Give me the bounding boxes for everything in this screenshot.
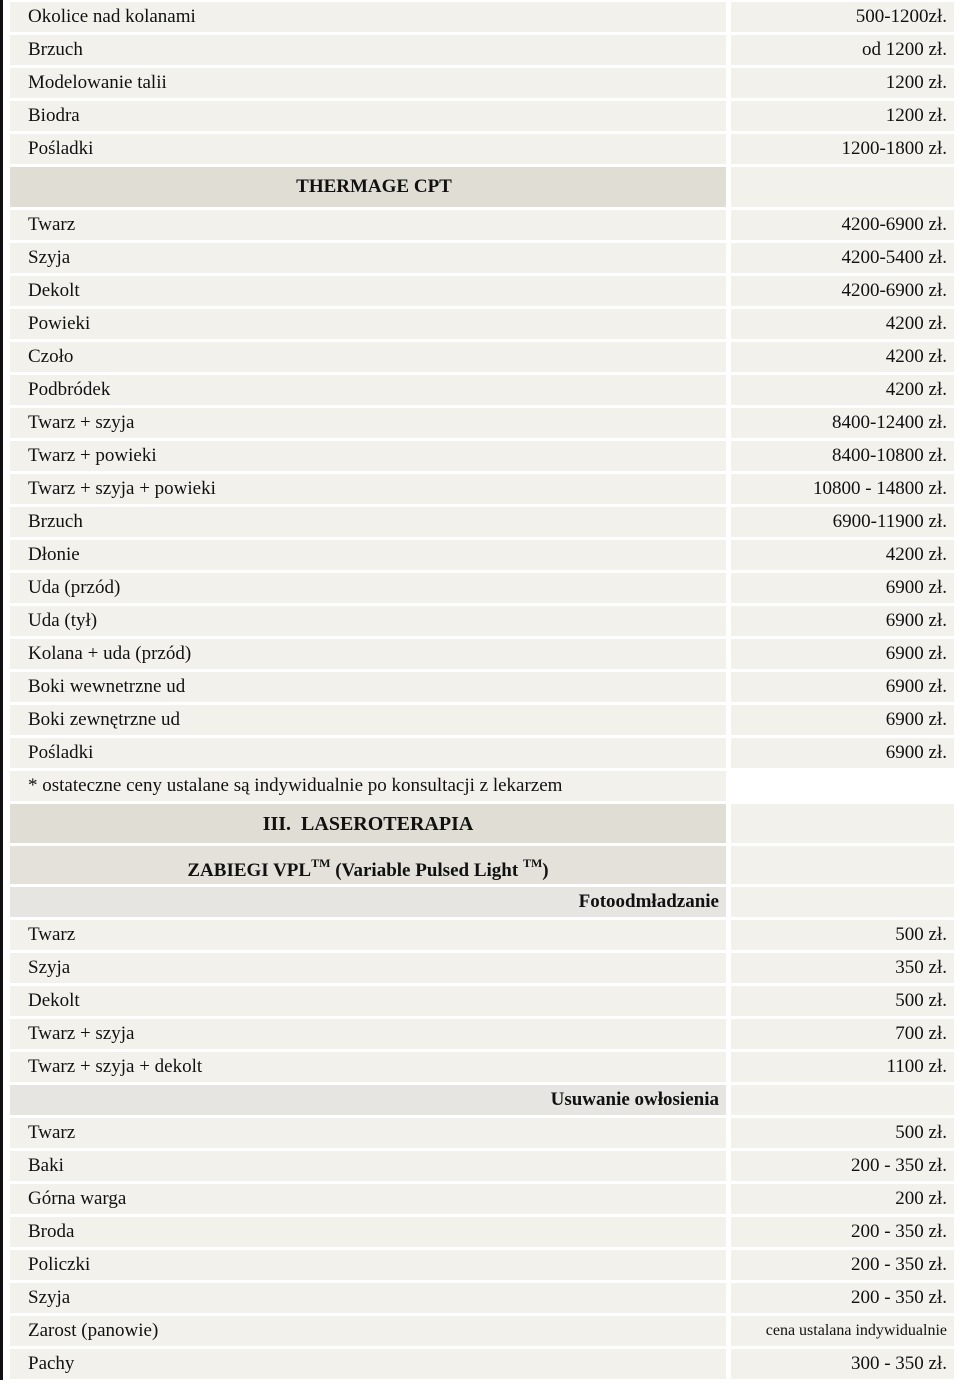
price-cell bbox=[731, 887, 954, 917]
treatment-name: Pachy bbox=[10, 1349, 726, 1379]
treatment-name: Górna warga bbox=[10, 1184, 726, 1214]
price-cell: 4200 zł. bbox=[731, 540, 954, 570]
subsection-title bbox=[0, 844, 960, 885]
treatment-name: Dłonie bbox=[10, 540, 726, 570]
price-cell: 4200-6900 zł. bbox=[731, 210, 954, 240]
treatment-name: Twarz bbox=[10, 1118, 726, 1148]
price-cell: 1200-1800 zł. bbox=[731, 134, 954, 164]
price-cell: 8400-10800 zł. bbox=[731, 441, 954, 471]
price-row bbox=[0, 505, 960, 538]
price-row bbox=[0, 1314, 960, 1347]
price-row bbox=[0, 1017, 960, 1050]
treatment-name: Twarz + powieki bbox=[10, 441, 726, 471]
treatment-name: Twarz bbox=[10, 210, 726, 240]
price-cell: 350 zł. bbox=[731, 953, 954, 983]
price-cell: 4200-5400 zł. bbox=[731, 243, 954, 273]
price-cell: 700 zł. bbox=[731, 1019, 954, 1049]
price-cell: 200 - 350 zł. bbox=[731, 1250, 954, 1280]
price-cell: 500-1200zł. bbox=[731, 2, 954, 32]
price-cell: 1100 zł. bbox=[731, 1052, 954, 1082]
price-cell: 500 zł. bbox=[731, 986, 954, 1016]
price-row bbox=[0, 670, 960, 703]
price-row bbox=[0, 951, 960, 984]
row-label: III. LASEROTERAPIA bbox=[10, 804, 726, 843]
price-cell: 4200 zł. bbox=[731, 342, 954, 372]
treatment-name: Twarz bbox=[10, 920, 726, 950]
price-cell: 6900 zł. bbox=[731, 639, 954, 669]
price-row bbox=[0, 33, 960, 66]
price-cell: 200 - 350 zł. bbox=[731, 1283, 954, 1313]
price-cell: 10800 - 14800 zł. bbox=[731, 474, 954, 504]
category-header bbox=[0, 885, 960, 918]
treatment-name: Powieki bbox=[10, 309, 726, 339]
treatment-name: Podbródek bbox=[10, 375, 726, 405]
price-row bbox=[0, 604, 960, 637]
price-row bbox=[0, 918, 960, 951]
price-cell: 6900 zł. bbox=[731, 606, 954, 636]
treatment-name: Szyja bbox=[10, 1283, 726, 1313]
price-row bbox=[0, 472, 960, 505]
price-cell: 200 - 350 zł. bbox=[731, 1151, 954, 1181]
row-label: THERMAGE CPT bbox=[10, 167, 726, 207]
price-cell bbox=[731, 1085, 954, 1115]
price-cell: 6900 zł. bbox=[731, 705, 954, 735]
price-row bbox=[0, 1248, 960, 1281]
section-title bbox=[0, 802, 960, 844]
treatment-name: Twarz + szyja bbox=[10, 408, 726, 438]
treatment-name: Broda bbox=[10, 1217, 726, 1247]
treatment-name: Szyja bbox=[10, 243, 726, 273]
treatment-name: Biodra bbox=[10, 101, 726, 131]
price-row bbox=[0, 241, 960, 274]
price-row bbox=[0, 439, 960, 472]
price-row bbox=[0, 571, 960, 604]
section-header bbox=[0, 165, 960, 208]
price-cell: 6900 zł. bbox=[731, 573, 954, 603]
price-cell: 6900-11900 zł. bbox=[731, 507, 954, 537]
treatment-name: Policzki bbox=[10, 1250, 726, 1280]
price-row bbox=[0, 637, 960, 670]
price-row bbox=[0, 406, 960, 439]
price-row bbox=[0, 1281, 960, 1314]
row-label: ZABIEGI VPL™ (Variable Pulsed Light ™) bbox=[10, 846, 726, 884]
treatment-name: Pośladki bbox=[10, 134, 726, 164]
price-row bbox=[0, 340, 960, 373]
price-cell: 500 zł. bbox=[731, 1118, 954, 1148]
price-cell: 4200-6900 zł. bbox=[731, 276, 954, 306]
price-cell: 8400-12400 zł. bbox=[731, 408, 954, 438]
price-row bbox=[0, 307, 960, 340]
price-row bbox=[0, 373, 960, 406]
price-row bbox=[0, 66, 960, 99]
treatment-name: Okolice nad kolanami bbox=[10, 2, 726, 32]
treatment-name: Dekolt bbox=[10, 276, 726, 306]
treatment-name: Boki zewnętrzne ud bbox=[10, 705, 726, 735]
price-row bbox=[0, 1116, 960, 1149]
treatment-name: Modelowanie talii bbox=[10, 68, 726, 98]
treatment-name: Kolana + uda (przód) bbox=[10, 639, 726, 669]
price-cell: 200 - 350 zł. bbox=[731, 1217, 954, 1247]
treatment-name: Boki wewnetrzne ud bbox=[10, 672, 726, 702]
treatment-name: Twarz + szyja bbox=[10, 1019, 726, 1049]
price-cell: 1200 zł. bbox=[731, 101, 954, 131]
treatment-name: Twarz + szyja + powieki bbox=[10, 474, 726, 504]
price-row bbox=[0, 703, 960, 736]
treatment-name: Pośladki bbox=[10, 738, 726, 768]
price-row bbox=[0, 1182, 960, 1215]
price-cell: 500 zł. bbox=[731, 920, 954, 950]
price-cell bbox=[731, 771, 954, 801]
treatment-name: Uda (przód) bbox=[10, 573, 726, 603]
treatment-name: Baki bbox=[10, 1151, 726, 1181]
row-label: Usuwanie owłosienia bbox=[10, 1085, 726, 1115]
treatment-name: Brzuch bbox=[10, 35, 726, 65]
price-cell: 6900 zł. bbox=[731, 738, 954, 768]
price-row bbox=[0, 984, 960, 1017]
treatment-name: Brzuch bbox=[10, 507, 726, 537]
price-cell bbox=[731, 167, 954, 207]
treatment-name: Szyja bbox=[10, 953, 726, 983]
price-cell bbox=[731, 804, 954, 843]
price-cell: od 1200 zł. bbox=[731, 35, 954, 65]
price-row bbox=[0, 274, 960, 307]
price-cell: cena ustalana indywidualnie bbox=[731, 1316, 954, 1346]
treatment-name: Twarz + szyja + dekolt bbox=[10, 1052, 726, 1082]
note-row bbox=[0, 769, 960, 802]
treatment-name: Czoło bbox=[10, 342, 726, 372]
price-row bbox=[0, 99, 960, 132]
price-row bbox=[0, 132, 960, 165]
price-cell: 300 - 350 zł. bbox=[731, 1349, 954, 1379]
price-row bbox=[0, 1215, 960, 1248]
price-row bbox=[0, 1347, 960, 1380]
price-row bbox=[0, 208, 960, 241]
treatment-name: Uda (tył) bbox=[10, 606, 726, 636]
price-cell: 4200 zł. bbox=[731, 309, 954, 339]
row-label: * ostateczne ceny ustalane są indywidualnie po konsultacji z lekarzem bbox=[10, 771, 726, 801]
price-row bbox=[0, 1050, 960, 1083]
price-cell: 6900 zł. bbox=[731, 672, 954, 702]
price-row bbox=[0, 736, 960, 769]
price-cell: 4200 zł. bbox=[731, 375, 954, 405]
price-cell: 1200 zł. bbox=[731, 68, 954, 98]
treatment-name: Zarost (panowie) bbox=[10, 1316, 726, 1346]
price-row bbox=[0, 538, 960, 571]
row-label: Fotoodmładzanie bbox=[10, 887, 726, 917]
price-row bbox=[0, 0, 960, 33]
price-cell: 200 zł. bbox=[731, 1184, 954, 1214]
category-header bbox=[0, 1083, 960, 1116]
price-row bbox=[0, 1149, 960, 1182]
price-cell bbox=[731, 846, 954, 884]
treatment-name: Dekolt bbox=[10, 986, 726, 1016]
